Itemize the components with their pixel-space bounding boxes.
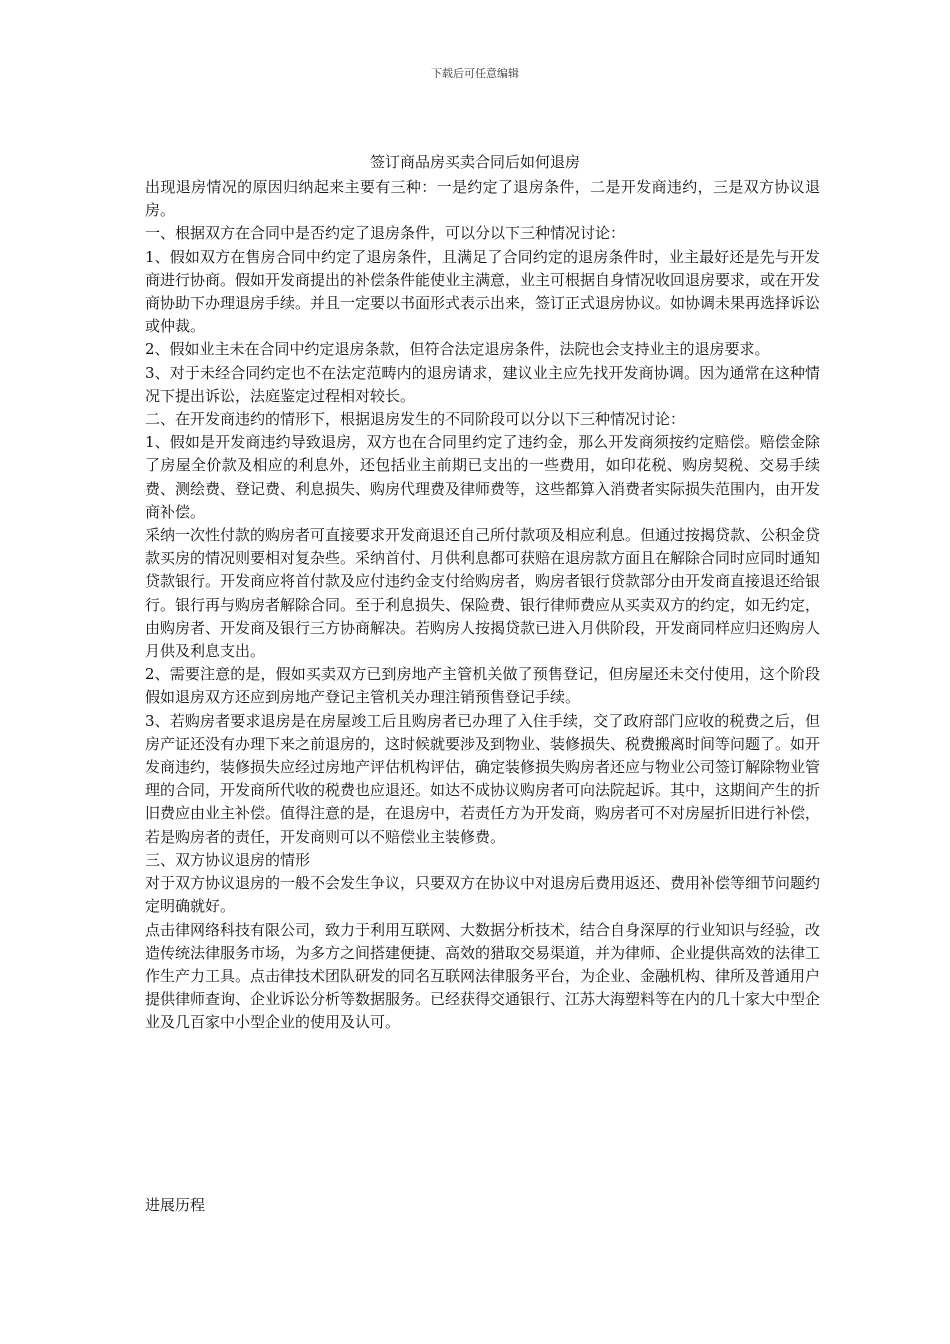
paragraph: 1、假如是开发商违约导致退房，双方也在合同里约定了违约金，那么开发商须按约定赔偿。赔偿金除了房屋全价款及相应的利息外，还包括业主前期已支出的一些费用，如印花税、购房契税、交易手续费、测绘费、登记费、利息损失、购房代理费及律师费等，这些都算入消费者实际损失范围内，由开发商补偿。 bbox=[145, 433, 821, 521]
paragraph: 点击律网络科技有限公司，致力于利用互联网、大数据分析技术，结合自身深厚的行业知识与经验，改造传统法律服务市场，为多方之间搭建便捷、高效的猎取交易渠道，并为律师、企业提供高效的法律工作生产力工具。点击律技术团队研发的同名互联网法律服务平台，为企业、金融机构、律所及普通用户提供律师查询、企业诉讼分析等数据服务。已经获得交通银行、江苏大海塑料等在内的几十家大中型企业及几百家中小型企业的使用及认可。 bbox=[145, 920, 821, 1032]
paragraph: 3、若购房者要求退房是在房屋竣工后且购房者已办理了入住手续，交了政府部门应收的税费之后，但房产证还没有办理下来之前退房的，这时候就要涉及到物业、装修损失、税费搬离时间等问题了。如开发商违约，装修损失应经过房地产评估机构评估，确定装修损失购房者还应与物业公司签订解除物业管理的合同，开发商所代收的税费也应退还。如达不成协议购房者可向法院起诉。其中，这期间产生的折旧费应由业主补偿。值得注意的是，在退房中，若责任方为开发商，购房者可不对房屋折旧进行补偿，若是购房者的责任，开发商则可以不赔偿业主装修费。 bbox=[145, 711, 821, 846]
paragraph: 2、假如业主未在合同中约定退房条款，但符合法定退房条件，法院也会支持业主的退房要求。 bbox=[145, 340, 770, 359]
paragraph: 2、需要注意的是，假如买卖双方已到房地产主管机关做了预售登记，但房屋还未交付使用，这个阶段假如退房双方还应到房地产登记主管机关办理注销预售登记手续。 bbox=[145, 665, 820, 707]
paragraph: 三、双方协议退房的情形 bbox=[145, 850, 311, 869]
document-title: 签订商品房买卖合同后如何退房 bbox=[369, 153, 580, 171]
paragraph: 3、对于未经合同约定也不在法定范畴内的退房请求，建议业主应先找开发商协调。因为通常在这种情况下提出诉讼，法庭鉴定过程相对较长。 bbox=[145, 363, 820, 405]
paragraph: 采纳一次性付款的购房者可直接要求开发商退还自己所付款项及相应利息。但通过按揭贷款、公积金贷款买房的情况则要相对复杂些。采纳首付、月供利息都可获赔在退房款方面且在解除合同时应同时通知贷款银行。开发商应将首付款及应付违约金支付给购房者，购房者银行贷款部分由开发商直接退还给银行。银行再与购房者解除合同。至于利息损失、保险费、银行律师费应从买卖双方的约定，如无约定，由购房者、开发商及银行三方协商解决。若购房人按揭贷款已进入月供阶段，开发商同样应归还购房人月供及利息支出。 bbox=[145, 526, 821, 661]
paragraph: 一、根据双方在合同中是否约定了退房条件，可以分以下三种情况讨论： bbox=[145, 224, 626, 243]
document-body bbox=[145, 176, 820, 1035]
paragraph: 1、假如双方在售房合同中约定了退房条件，且满足了合同约定的退房条件时，业主最好还是先与开发商进行协商。假如开发商提出的补偿条件能使业主满意，业主可根据自身情况收回退房要求，或在开发商协助下办理退房手续。并且一定要以书面形式表示出来，签订正式退房协议。如协调未果再选择诉讼或仲裁。 bbox=[145, 247, 821, 336]
paragraph: 二、在开发商违约的情形下，根据退房发生的不同阶段可以分以下三种情况讨论： bbox=[145, 410, 686, 429]
section-heading: 进展历程 bbox=[145, 1196, 206, 1214]
paragraph: 出现退房情况的原因归纳起来主要有三种：一是约定了退房条件，二是开发商违约，三是双方协议退房。 bbox=[145, 178, 820, 220]
header-note: 下载后可任意编辑 bbox=[431, 67, 519, 80]
paragraph: 对于双方协议退房的一般不会发生争议，只要双方在协议中对退房后费用返还、费用补偿等细节问题约定明确就好。 bbox=[145, 874, 821, 916]
